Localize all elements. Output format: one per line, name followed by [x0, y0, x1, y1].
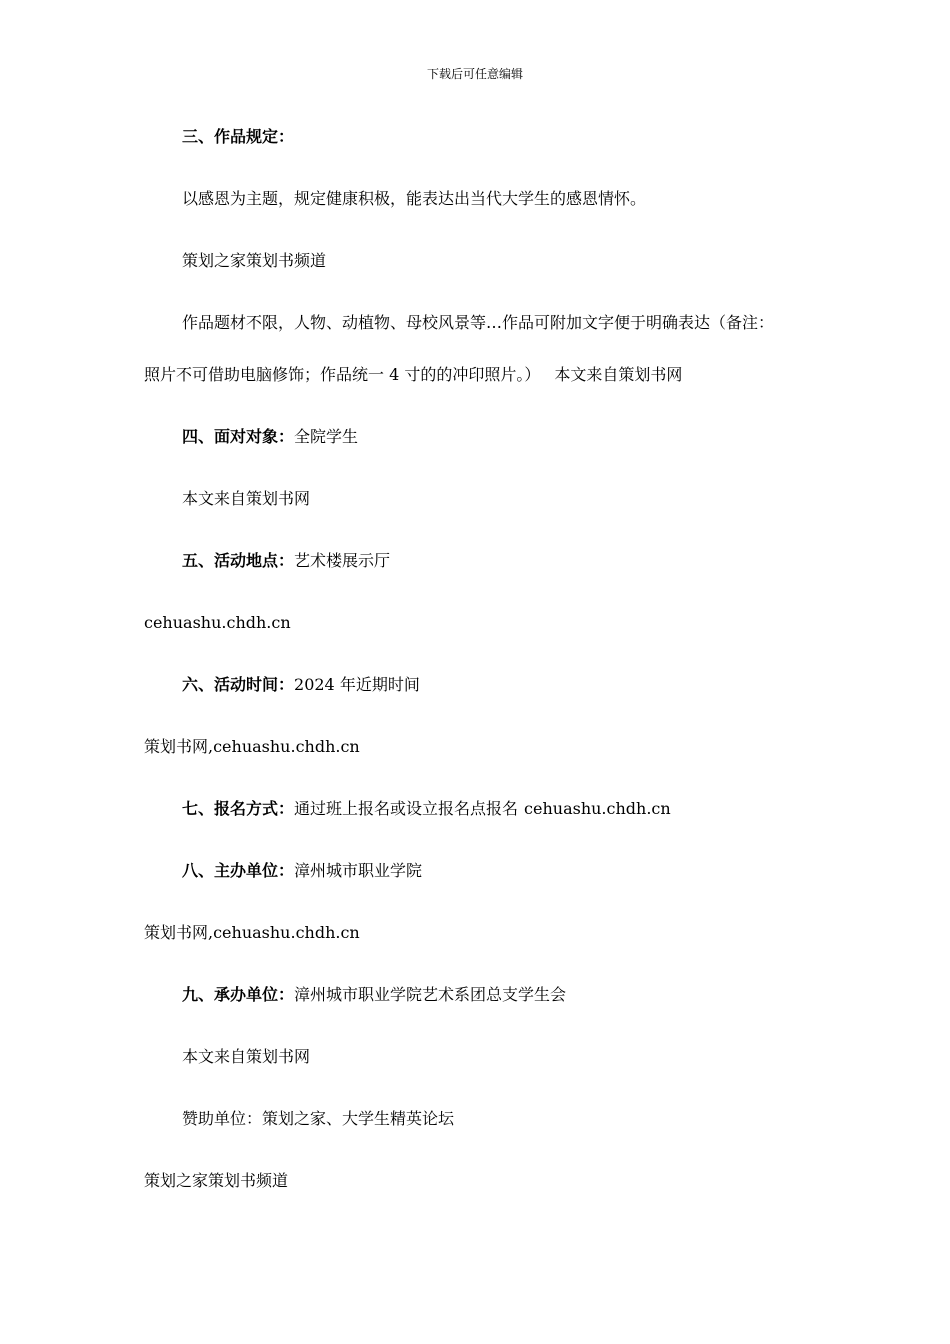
section-9-row	[182, 984, 566, 1006]
section-7-row	[182, 798, 671, 820]
filler-text-3: cehuashu.chdh.cn	[144, 613, 291, 632]
section-6-row	[182, 674, 420, 696]
sponsor-line: 赞助单位：策划之家、大学生精英论坛	[182, 1109, 455, 1128]
section-3-detail-line2-row	[144, 364, 682, 386]
page-header: 下载后可任意编辑	[426, 67, 523, 81]
filler-text-5: 策划书网,cehuashu.chdh.cn	[144, 923, 360, 942]
section-6-label: 六、活动时间：	[182, 675, 295, 694]
section-8-value: 漳州城市职业学院	[294, 861, 423, 880]
section-3-detail-line2: 照片不可借助电脑修饰；作品统一 4 寸的的冲印照片。）	[144, 365, 541, 384]
section-5-label: 五、活动地点：	[182, 551, 295, 570]
filler-text-7: 策划之家策划书频道	[144, 1171, 289, 1190]
section-8-row	[182, 860, 422, 882]
section-3-body: 以感恩为主题，规定健康积极，能表达出当代大学生的感恩情怀。	[182, 189, 647, 208]
section-3-detail-line1: 作品题材不限，人物、动植物、母校风景等…作品可附加文字便于明确表达（备注：	[182, 313, 775, 332]
section-8-label: 八、主办单位：	[182, 861, 295, 880]
section-9-value: 漳州城市职业学院艺术系团总支学生会	[294, 985, 567, 1004]
filler-text-2: 本文来自策划书网	[182, 489, 311, 508]
section-3-heading: 三、作品规定：	[182, 127, 295, 146]
filler-text-1: 策划之家策划书频道	[182, 251, 327, 270]
filler-text-4: 策划书网,cehuashu.chdh.cn	[144, 737, 360, 756]
section-9-label: 九、承办单位：	[182, 985, 295, 1004]
section-7-label: 七、报名方式：	[182, 799, 295, 818]
section-7-source: cehuashu.chdh.cn	[524, 799, 671, 818]
section-7-value: 通过班上报名或设立报名点报名	[294, 799, 519, 818]
section-4-value: 全院学生	[294, 427, 359, 446]
section-5-row	[182, 550, 390, 572]
section-3-detail-source: 本文来自策划书网	[554, 365, 683, 384]
section-6-value: 2024 年近期时间	[294, 675, 420, 694]
section-5-value: 艺术楼展示厅	[294, 551, 391, 570]
filler-text-6: 本文来自策划书网	[182, 1047, 311, 1066]
section-4-row	[182, 426, 358, 448]
section-4-label: 四、面对对象：	[182, 427, 295, 446]
